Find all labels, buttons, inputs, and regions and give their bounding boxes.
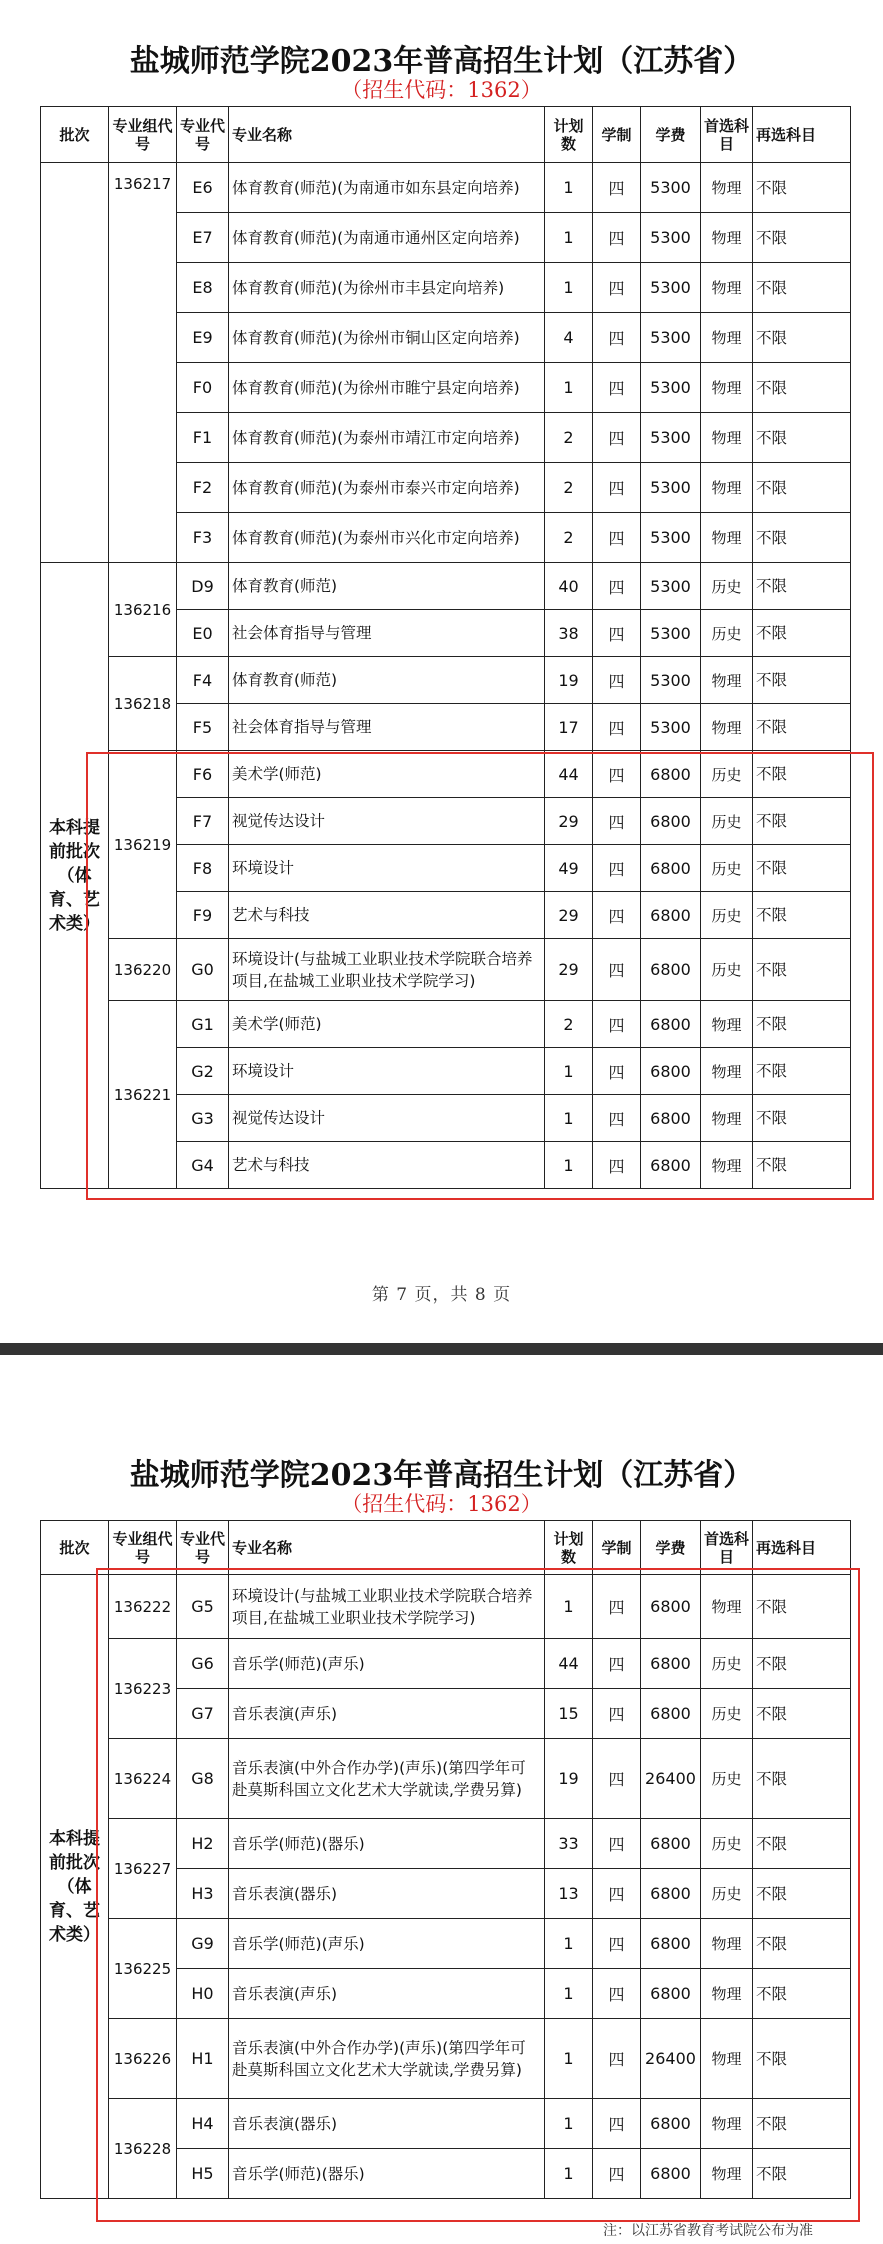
major-name-cell: 视觉传达设计 [229, 798, 545, 845]
first-subject-cell: 物理 [701, 513, 753, 563]
plan-cell: 1 [545, 2019, 593, 2099]
major-name-cell: 环境设计 [229, 845, 545, 892]
second-subject-cell: 不限 [753, 892, 851, 939]
batch-cell: 本科提前批次（体育、艺术类） [41, 1575, 109, 2199]
second-subject-cell: 不限 [753, 463, 851, 513]
years-cell: 四 [593, 1142, 641, 1189]
plan-cell: 44 [545, 751, 593, 798]
major-name-cell: 音乐学(师范)(声乐) [229, 1919, 545, 1969]
major-code-cell: F6 [177, 751, 229, 798]
years-cell: 四 [593, 1869, 641, 1919]
first-subject-cell: 历史 [701, 845, 753, 892]
fee-cell: 5300 [641, 704, 701, 751]
years-cell: 四 [593, 1048, 641, 1095]
first-subject-cell: 物理 [701, 163, 753, 213]
first-subject-cell: 历史 [701, 1689, 753, 1739]
years-cell: 四 [593, 798, 641, 845]
plan-cell: 29 [545, 892, 593, 939]
fee-cell: 6800 [641, 892, 701, 939]
header-row [41, 1521, 851, 1575]
years-cell: 四 [593, 704, 641, 751]
page-footer: 第 7 页，共 8 页 [371, 1285, 512, 1305]
major-name-cell: 美术学(师范) [229, 1001, 545, 1048]
major-name-cell: 体育教育(师范)(为徐州市睢宁县定向培养) [229, 363, 545, 413]
years-cell: 四 [593, 1739, 641, 1819]
header-years: 学制 [593, 107, 641, 163]
fee-cell: 5300 [641, 610, 701, 657]
second-subject-cell: 不限 [753, 1048, 851, 1095]
major-name-cell: 音乐学(师范)(声乐) [229, 1639, 545, 1689]
enrollment-plan-table [40, 106, 851, 1189]
major-name-cell: 体育教育(师范)(为泰州市泰兴市定向培养) [229, 463, 545, 513]
fee-cell: 6800 [641, 1689, 701, 1739]
years-cell: 四 [593, 513, 641, 563]
group-code-cell: 136222 [109, 1575, 177, 1639]
major-name-cell: 体育教育(师范) [229, 657, 545, 704]
header-years: 学制 [593, 1521, 641, 1575]
major-code-cell: G0 [177, 939, 229, 1001]
first-subject-cell: 物理 [701, 463, 753, 513]
first-subject-cell: 物理 [701, 1001, 753, 1048]
second-subject-cell: 不限 [753, 1639, 851, 1689]
plan-cell: 19 [545, 657, 593, 704]
plan-cell: 15 [545, 1689, 593, 1739]
header-batch: 批次 [41, 107, 109, 163]
fee-cell: 6800 [641, 1639, 701, 1689]
second-subject-cell: 不限 [753, 704, 851, 751]
plan-cell: 1 [545, 1142, 593, 1189]
major-name-cell: 音乐学(师范)(器乐) [229, 1819, 545, 1869]
years-cell: 四 [593, 2099, 641, 2149]
table-row [41, 939, 851, 1001]
second-subject-cell: 不限 [753, 1575, 851, 1639]
first-subject-cell: 历史 [701, 1819, 753, 1869]
plan-cell: 29 [545, 798, 593, 845]
plan-cell: 2 [545, 513, 593, 563]
footnote: 注：以江苏省教育考试院公布为准 [603, 2223, 813, 2239]
batch-cell: 本科提前批次（体育、艺术类） [41, 563, 109, 1189]
table-row [41, 1639, 851, 1689]
header-first-subject: 首选科目 [701, 1521, 753, 1575]
table-row [41, 1919, 851, 1969]
fee-cell: 6800 [641, 1575, 701, 1639]
second-subject-cell: 不限 [753, 213, 851, 263]
first-subject-cell: 历史 [701, 751, 753, 798]
enrollment-code: （招生代码：1362） [341, 1492, 542, 1516]
major-name-cell: 艺术与科技 [229, 892, 545, 939]
group-code-cell: 136219 [109, 751, 177, 939]
plan-cell: 13 [545, 1869, 593, 1919]
years-cell: 四 [593, 413, 641, 463]
plan-cell: 29 [545, 939, 593, 1001]
second-subject-cell: 不限 [753, 1689, 851, 1739]
major-name-cell: 视觉传达设计 [229, 1095, 545, 1142]
fee-cell: 5300 [641, 513, 701, 563]
second-subject-cell: 不限 [753, 263, 851, 313]
years-cell: 四 [593, 610, 641, 657]
fee-cell: 6800 [641, 1001, 701, 1048]
first-subject-cell: 历史 [701, 1639, 753, 1689]
major-name-cell: 音乐表演(器乐) [229, 1869, 545, 1919]
header-row [41, 107, 851, 163]
header-group: 专业组代号 [109, 1521, 177, 1575]
page-title: 盐城师范学院2023年普高招生计划（江苏省） [129, 1458, 754, 1493]
first-subject-cell: 历史 [701, 892, 753, 939]
group-code-cell: 136227 [109, 1819, 177, 1919]
fee-cell: 5300 [641, 413, 701, 463]
first-subject-cell: 物理 [701, 313, 753, 363]
major-code-cell: H3 [177, 1869, 229, 1919]
header-batch: 批次 [41, 1521, 109, 1575]
plan-cell: 1 [545, 2099, 593, 2149]
major-code-cell: F4 [177, 657, 229, 704]
years-cell: 四 [593, 1919, 641, 1969]
first-subject-cell: 历史 [701, 798, 753, 845]
first-subject-cell: 历史 [701, 1869, 753, 1919]
second-subject-cell: 不限 [753, 2099, 851, 2149]
fee-cell: 5300 [641, 163, 701, 213]
major-name-cell: 美术学(师范) [229, 751, 545, 798]
major-name-cell: 体育教育(师范)(为徐州市铜山区定向培养) [229, 313, 545, 363]
years-cell: 四 [593, 1095, 641, 1142]
fee-cell: 6800 [641, 1969, 701, 2019]
fee-cell: 5300 [641, 263, 701, 313]
second-subject-cell: 不限 [753, 513, 851, 563]
major-code-cell: G6 [177, 1639, 229, 1689]
plan-cell: 1 [545, 1575, 593, 1639]
first-subject-cell: 物理 [701, 2099, 753, 2149]
plan-cell: 1 [545, 1969, 593, 2019]
years-cell: 四 [593, 2019, 641, 2099]
second-subject-cell: 不限 [753, 798, 851, 845]
fee-cell: 6800 [641, 845, 701, 892]
second-subject-cell: 不限 [753, 1919, 851, 1969]
batch-cell [41, 163, 109, 563]
group-code-cell: 136223 [109, 1639, 177, 1739]
fee-cell: 6800 [641, 1819, 701, 1869]
fee-cell: 6800 [641, 751, 701, 798]
major-code-cell: D9 [177, 563, 229, 610]
major-code-cell: G5 [177, 1575, 229, 1639]
major-code-cell: F9 [177, 892, 229, 939]
major-name-cell: 体育教育(师范)(为泰州市靖江市定向培养) [229, 413, 545, 463]
group-code-cell: 136226 [109, 2019, 177, 2099]
second-subject-cell: 不限 [753, 413, 851, 463]
second-subject-cell: 不限 [753, 163, 851, 213]
major-name-cell: 环境设计(与盐城工业职业技术学院联合培养项目,在盐城工业职业技术学院学习) [229, 1575, 545, 1639]
plan-cell: 1 [545, 1095, 593, 1142]
major-code-cell: F8 [177, 845, 229, 892]
second-subject-cell: 不限 [753, 1869, 851, 1919]
years-cell: 四 [593, 2149, 641, 2199]
years-cell: 四 [593, 751, 641, 798]
second-subject-cell: 不限 [753, 1739, 851, 1819]
major-name-cell: 体育教育(师范)(为泰州市兴化市定向培养) [229, 513, 545, 563]
years-cell: 四 [593, 1639, 641, 1689]
major-code-cell: F0 [177, 363, 229, 413]
second-subject-cell: 不限 [753, 751, 851, 798]
table-row [41, 1575, 851, 1639]
plan-cell: 33 [545, 1819, 593, 1869]
fee-cell: 6800 [641, 1869, 701, 1919]
major-name-cell: 社会体育指导与管理 [229, 704, 545, 751]
years-cell: 四 [593, 657, 641, 704]
major-code-cell: G1 [177, 1001, 229, 1048]
header-second-subject: 再选科目 [753, 1521, 851, 1575]
group-code-cell: 136225 [109, 1919, 177, 2019]
major-code-cell: H5 [177, 2149, 229, 2199]
header-fee: 学费 [641, 1521, 701, 1575]
fee-cell: 5300 [641, 213, 701, 263]
plan-cell: 2 [545, 413, 593, 463]
years-cell: 四 [593, 939, 641, 1001]
first-subject-cell: 物理 [701, 2019, 753, 2099]
years-cell: 四 [593, 1689, 641, 1739]
plan-cell: 49 [545, 845, 593, 892]
major-code-cell: E6 [177, 163, 229, 213]
header-major-name: 专业名称 [229, 107, 545, 163]
plan-cell: 44 [545, 1639, 593, 1689]
plan-cell: 40 [545, 563, 593, 610]
major-name-cell: 音乐学(师范)(器乐) [229, 2149, 545, 2199]
major-code-cell: F5 [177, 704, 229, 751]
first-subject-cell: 物理 [701, 1142, 753, 1189]
major-name-cell: 环境设计(与盐城工业职业技术学院联合培养项目,在盐城工业职业技术学院学习) [229, 939, 545, 1001]
first-subject-cell: 物理 [701, 263, 753, 313]
plan-cell: 2 [545, 463, 593, 513]
major-code-cell: H0 [177, 1969, 229, 2019]
major-code-cell: G7 [177, 1689, 229, 1739]
header-second-subject: 再选科目 [753, 107, 851, 163]
first-subject-cell: 物理 [701, 413, 753, 463]
second-subject-cell: 不限 [753, 657, 851, 704]
major-name-cell: 体育教育(师范) [229, 563, 545, 610]
years-cell: 四 [593, 1001, 641, 1048]
plan-cell: 38 [545, 610, 593, 657]
years-cell: 四 [593, 263, 641, 313]
table-row [41, 751, 851, 798]
enrollment-plan-table [40, 1520, 851, 2199]
table-row [41, 163, 851, 213]
second-subject-cell: 不限 [753, 313, 851, 363]
major-name-cell: 体育教育(师范)(为南通市通州区定向培养) [229, 213, 545, 263]
first-subject-cell: 历史 [701, 1739, 753, 1819]
second-subject-cell: 不限 [753, 1095, 851, 1142]
major-name-cell: 音乐表演(中外合作办学)(声乐)(第四学年可赴莫斯科国立文化艺术大学就读,学费另算) [229, 2019, 545, 2099]
second-subject-cell: 不限 [753, 939, 851, 1001]
years-cell: 四 [593, 313, 641, 363]
major-name-cell: 音乐表演(声乐) [229, 1969, 545, 2019]
group-code-cell: 136220 [109, 939, 177, 1001]
years-cell: 四 [593, 463, 641, 513]
plan-cell: 1 [545, 1048, 593, 1095]
plan-cell: 4 [545, 313, 593, 363]
fee-cell: 6800 [641, 1919, 701, 1969]
major-name-cell: 体育教育(师范)(为徐州市丰县定向培养) [229, 263, 545, 313]
header-fee: 学费 [641, 107, 701, 163]
second-subject-cell: 不限 [753, 2019, 851, 2099]
second-subject-cell: 不限 [753, 1969, 851, 2019]
header-plan: 计划数 [545, 107, 593, 163]
header-first-subject: 首选科目 [701, 107, 753, 163]
first-subject-cell: 物理 [701, 1048, 753, 1095]
fee-cell: 5300 [641, 463, 701, 513]
plan-cell: 17 [545, 704, 593, 751]
plan-cell: 1 [545, 263, 593, 313]
major-code-cell: G4 [177, 1142, 229, 1189]
major-code-cell: E0 [177, 610, 229, 657]
second-subject-cell: 不限 [753, 363, 851, 413]
years-cell: 四 [593, 1819, 641, 1869]
fee-cell: 5300 [641, 657, 701, 704]
first-subject-cell: 物理 [701, 657, 753, 704]
group-code-cell: 136221 [109, 1001, 177, 1189]
enrollment-code: （招生代码：1362） [341, 78, 542, 102]
second-subject-cell: 不限 [753, 1819, 851, 1869]
plan-cell: 1 [545, 213, 593, 263]
first-subject-cell: 物理 [701, 704, 753, 751]
major-code-cell: F2 [177, 463, 229, 513]
group-code-cell: 136224 [109, 1739, 177, 1819]
major-code-cell: H2 [177, 1819, 229, 1869]
fee-cell: 6800 [641, 1048, 701, 1095]
years-cell: 四 [593, 1969, 641, 2019]
first-subject-cell: 物理 [701, 1095, 753, 1142]
plan-cell: 1 [545, 2149, 593, 2199]
major-name-cell: 音乐表演(中外合作办学)(声乐)(第四学年可赴莫斯科国立文化艺术大学就读,学费另算) [229, 1739, 545, 1819]
years-cell: 四 [593, 892, 641, 939]
table-row [41, 657, 851, 704]
second-subject-cell: 不限 [753, 845, 851, 892]
first-subject-cell: 历史 [701, 939, 753, 1001]
fee-cell: 6800 [641, 798, 701, 845]
table-row [41, 1739, 851, 1819]
group-code-cell: 136216 [109, 563, 177, 657]
major-name-cell: 体育教育(师范)(为南通市如东县定向培养) [229, 163, 545, 213]
major-code-cell: G8 [177, 1739, 229, 1819]
second-subject-cell: 不限 [753, 2149, 851, 2199]
major-name-cell: 环境设计 [229, 1048, 545, 1095]
major-code-cell: F3 [177, 513, 229, 563]
table-row [41, 2019, 851, 2099]
major-code-cell: G9 [177, 1919, 229, 1969]
plan-cell: 1 [545, 163, 593, 213]
group-code-cell: 136217 [109, 163, 177, 563]
years-cell: 四 [593, 563, 641, 610]
plan-cell: 1 [545, 1919, 593, 1969]
fee-cell: 6800 [641, 2149, 701, 2199]
first-subject-cell: 历史 [701, 563, 753, 610]
years-cell: 四 [593, 363, 641, 413]
first-subject-cell: 物理 [701, 363, 753, 413]
second-subject-cell: 不限 [753, 1142, 851, 1189]
fee-cell: 26400 [641, 2019, 701, 2099]
group-code-cell: 136228 [109, 2099, 177, 2199]
major-code-cell: E9 [177, 313, 229, 363]
header-plan: 计划数 [545, 1521, 593, 1575]
page-title: 盐城师范学院2023年普高招生计划（江苏省） [129, 44, 754, 79]
page-separator [0, 1343, 883, 1355]
table-row [41, 1001, 851, 1048]
major-code-cell: F7 [177, 798, 229, 845]
header-major-code: 专业代号 [177, 107, 229, 163]
plan-cell: 1 [545, 363, 593, 413]
fee-cell: 6800 [641, 1095, 701, 1142]
plan-cell: 19 [545, 1739, 593, 1819]
table-row [41, 1819, 851, 1869]
years-cell: 四 [593, 1575, 641, 1639]
table-row [41, 2099, 851, 2149]
years-cell: 四 [593, 163, 641, 213]
group-code-cell: 136218 [109, 657, 177, 751]
major-code-cell: H4 [177, 2099, 229, 2149]
major-code-cell: E8 [177, 263, 229, 313]
major-code-cell: G3 [177, 1095, 229, 1142]
table-row [41, 563, 851, 610]
first-subject-cell: 物理 [701, 2149, 753, 2199]
major-code-cell: G2 [177, 1048, 229, 1095]
fee-cell: 5300 [641, 563, 701, 610]
fee-cell: 6800 [641, 939, 701, 1001]
years-cell: 四 [593, 213, 641, 263]
fee-cell: 26400 [641, 1739, 701, 1819]
header-major-name: 专业名称 [229, 1521, 545, 1575]
major-code-cell: H1 [177, 2019, 229, 2099]
fee-cell: 6800 [641, 2099, 701, 2149]
plan-cell: 2 [545, 1001, 593, 1048]
first-subject-cell: 物理 [701, 1575, 753, 1639]
header-group: 专业组代号 [109, 107, 177, 163]
major-code-cell: E7 [177, 213, 229, 263]
second-subject-cell: 不限 [753, 610, 851, 657]
first-subject-cell: 历史 [701, 610, 753, 657]
second-subject-cell: 不限 [753, 563, 851, 610]
major-name-cell: 艺术与科技 [229, 1142, 545, 1189]
first-subject-cell: 物理 [701, 213, 753, 263]
first-subject-cell: 物理 [701, 1969, 753, 2019]
page-8 [0, 1358, 883, 2244]
header-major-code: 专业代号 [177, 1521, 229, 1575]
major-name-cell: 音乐表演(器乐) [229, 2099, 545, 2149]
major-name-cell: 音乐表演(声乐) [229, 1689, 545, 1739]
fee-cell: 6800 [641, 1142, 701, 1189]
fee-cell: 5300 [641, 363, 701, 413]
first-subject-cell: 物理 [701, 1919, 753, 1969]
major-code-cell: F1 [177, 413, 229, 463]
years-cell: 四 [593, 845, 641, 892]
second-subject-cell: 不限 [753, 1001, 851, 1048]
major-name-cell: 社会体育指导与管理 [229, 610, 545, 657]
fee-cell: 5300 [641, 313, 701, 363]
